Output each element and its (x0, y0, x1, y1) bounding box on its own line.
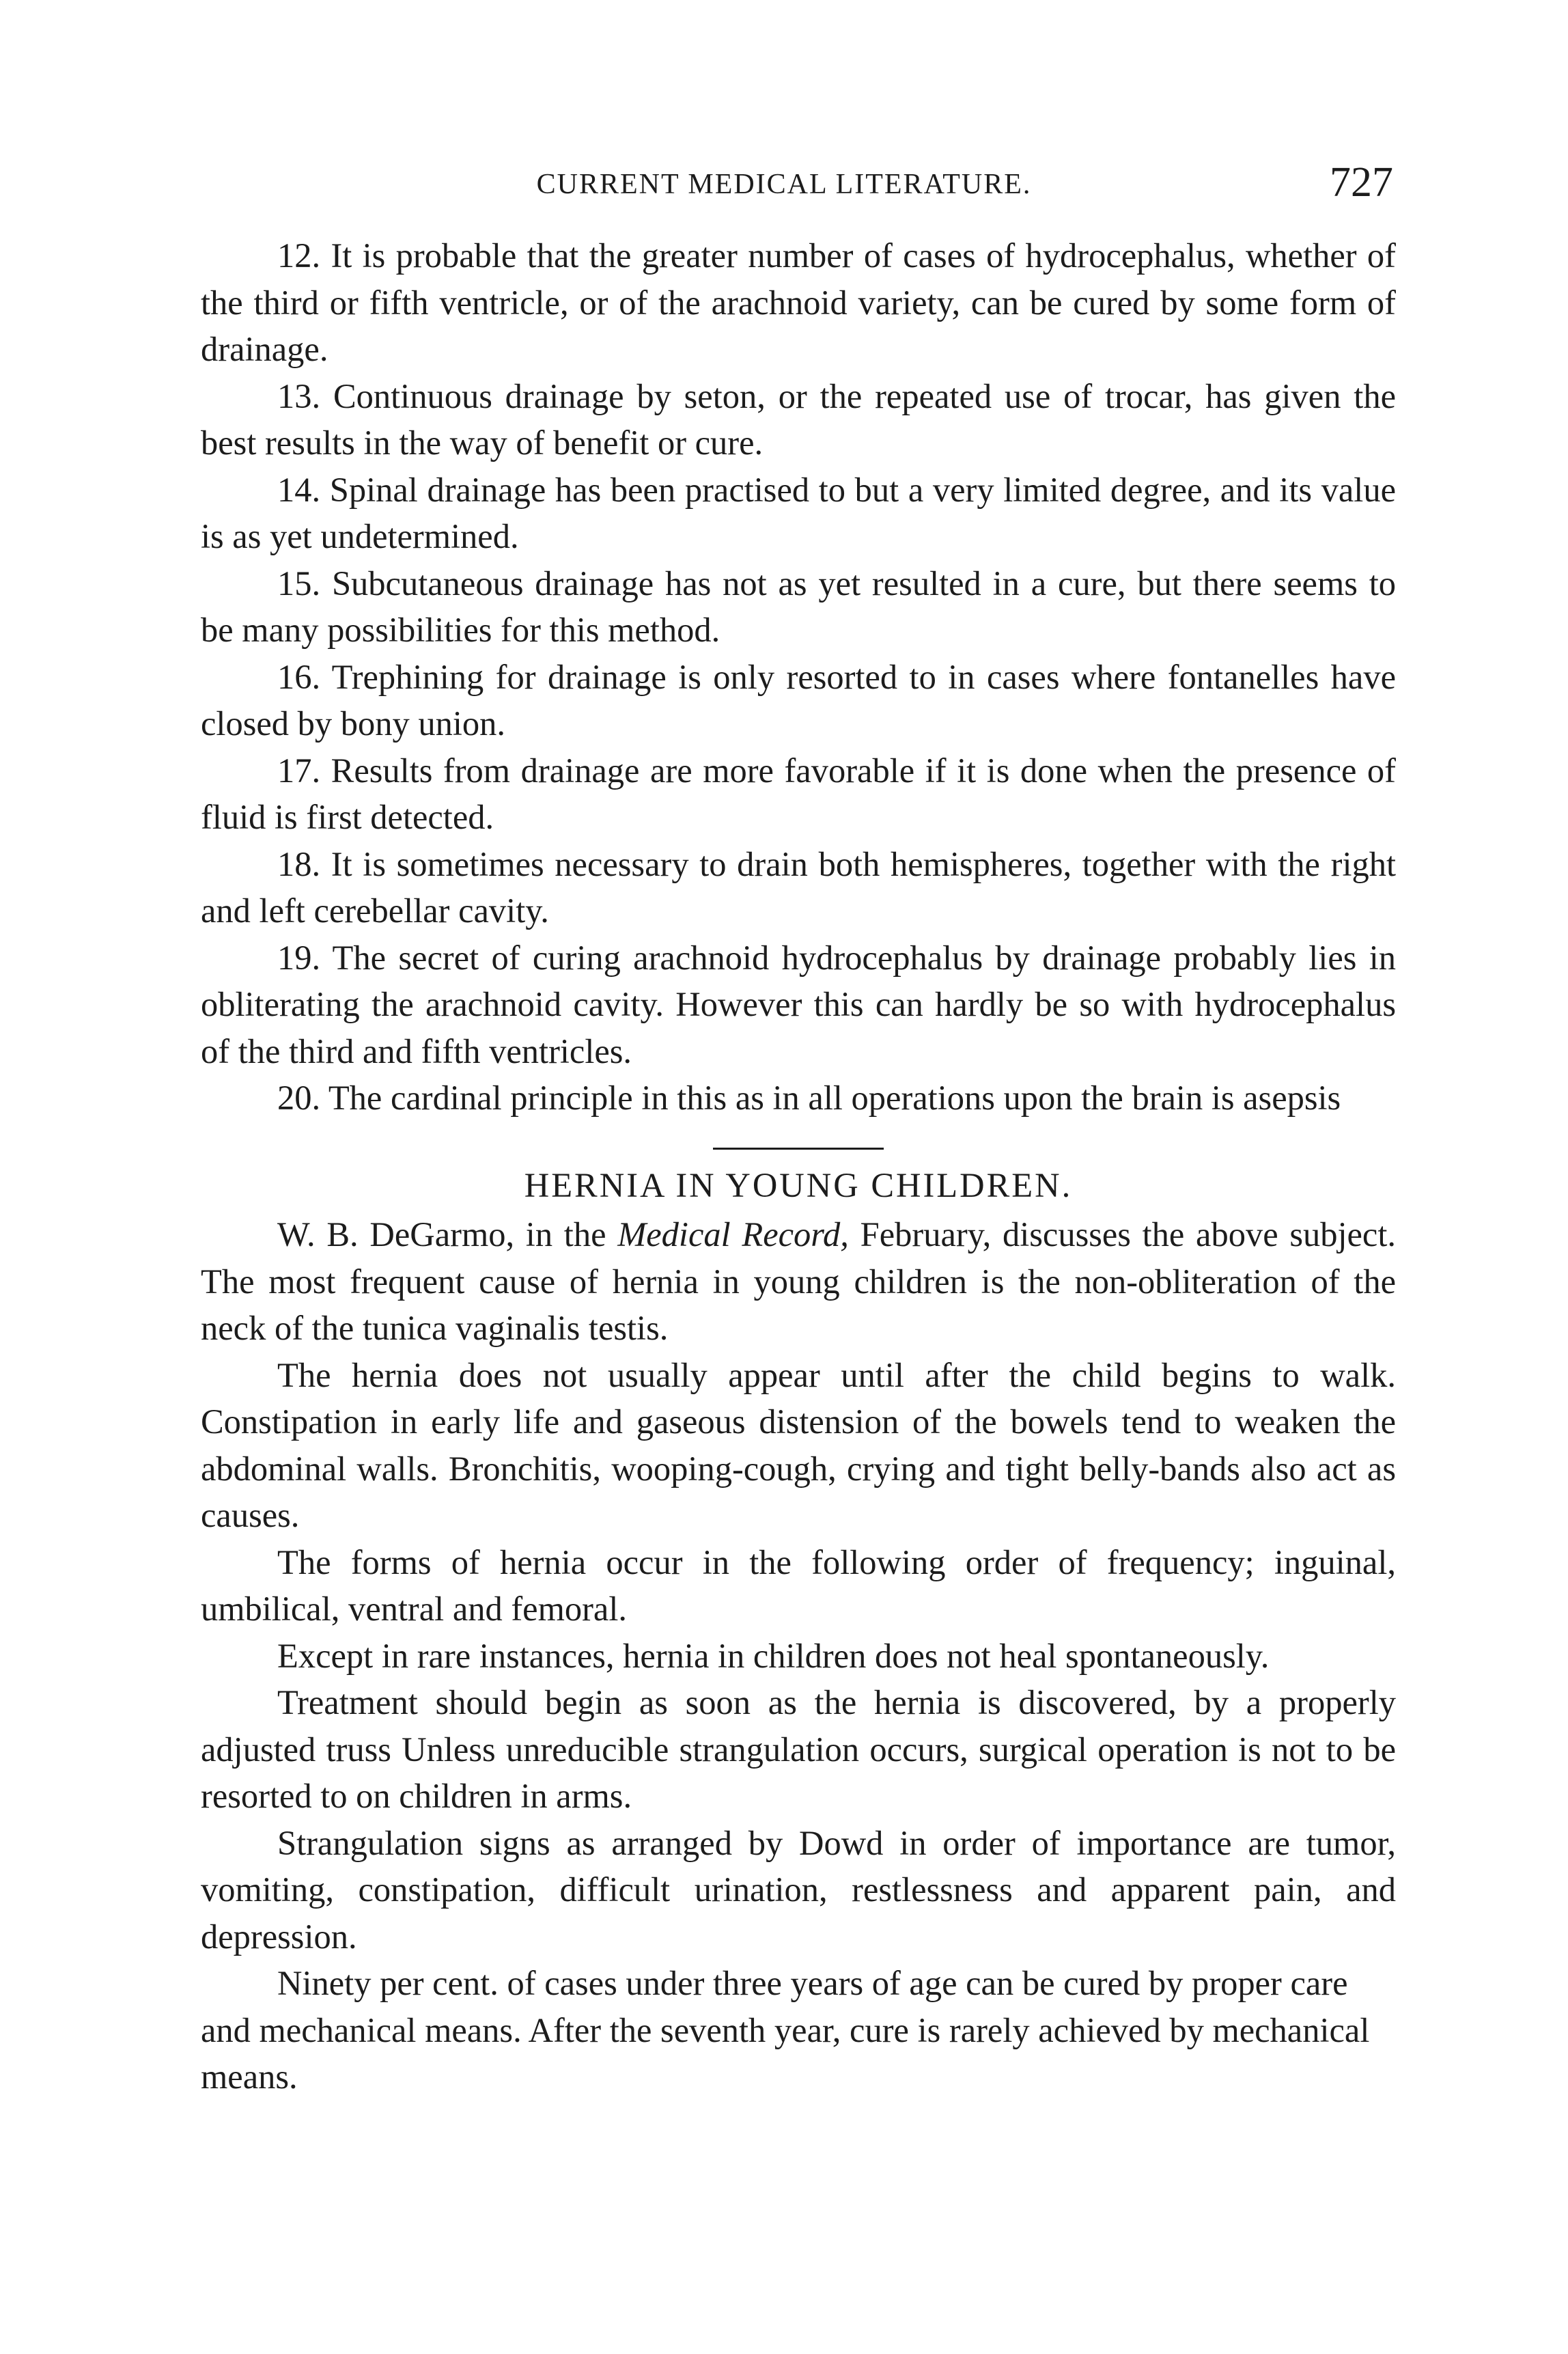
intro-paragraph (201, 1211, 1396, 1352)
conclusion-13: 13. Continuous drainage by seton, or the repeated use of trocar, has given the best results in the way of benefit or cure. (201, 376, 1396, 462)
paragraph-frequency: The forms of hernia occur in the following order of frequency; inguinal, umbilical, ventral and femoral. (201, 1542, 1396, 1628)
intro-text-after-journal: February, discusses the above subject. The most frequent cause of hernia in young children is the non-obliteration of the neck of the tunica vaginalis testis. (201, 1215, 1396, 1347)
conclusion-18: 18. It is sometimes necessary to drain both hemispheres, together with the right and left cerebellar cavity. (201, 844, 1396, 930)
conclusion-19: 19. The secret of curing arachnoid hydrocephalus by drainage probably lies in obliterating the arachnoid cavity. However this can hardly be so with hydrocephalus of the third and fifth ventricles. (201, 938, 1396, 1070)
intro-text-before-journal: W. B. DeGarmo, in the (277, 1215, 618, 1254)
paragraph-strangulation-signs: Strangulation signs as arranged by Dowd in order of importance are tumor, vomiting, constipation, difficult urination, restlessness and apparent pain, and depression. (201, 1823, 1396, 1956)
journal-title: Medical Record, (617, 1215, 849, 1254)
page-number: 727 (1330, 159, 1393, 206)
text-column (201, 232, 1396, 2101)
paragraph-treatment: Treatment should begin as soon as the hernia is discovered, by a properly adjusted truss Unless unreducible strangulation occurs, surgical operation is not to be resorted to on children in arms. (201, 1683, 1396, 1815)
conclusion-14: 14. Spinal drainage has been practised to but a very limited degree, and its value is as yet undetermined. (201, 470, 1396, 555)
conclusion-12: 12. It is probable that the greater number of cases of hydrocephalus, whether of the third or fifth ventricle, or of the arachnoid variety, can be cured by some form of drainage. (201, 236, 1396, 368)
running-title: CURRENT MEDICAL LITERATURE. (536, 169, 1032, 200)
running-head (0, 158, 1568, 213)
section-heading: HERNIA IN YOUNG CHILDREN. (524, 1165, 1073, 1204)
paragraph-spontaneous-healing: Except in rare instances, hernia in children does not heal spontaneously. (277, 1636, 1270, 1675)
paragraph-prognosis: Ninety per cent. of cases under three years of age can be cured by proper care and mechanical means. After the seventh year, cure is rarely achieved by mechanical means. (201, 1964, 1370, 2096)
paragraph-causes: The hernia does not usually appear until after the child begins to walk. Constipation in early life and gaseous distension of the bowels tend to weaken the abdominal walls. Bronchitis, wooping-cough, crying and tight belly-bands also act as causes. (201, 1355, 1396, 1534)
section-divider-rule (713, 1148, 884, 1150)
conclusion-17: 17. Results from drainage are more favorable if it is done when the presence of fluid is first detected. (201, 751, 1396, 836)
conclusion-16: 16. Trephining for drainage is only resorted to in cases where fontanelles have closed by bony union. (201, 657, 1396, 743)
conclusion-20: 20. The cardinal principle in this as in all operations upon the brain is asepsis (277, 1079, 1341, 1117)
conclusion-15: 15. Subcutaneous drainage has not as yet resulted in a cure, but there seems to be many possibilities for this method. (201, 564, 1396, 649)
